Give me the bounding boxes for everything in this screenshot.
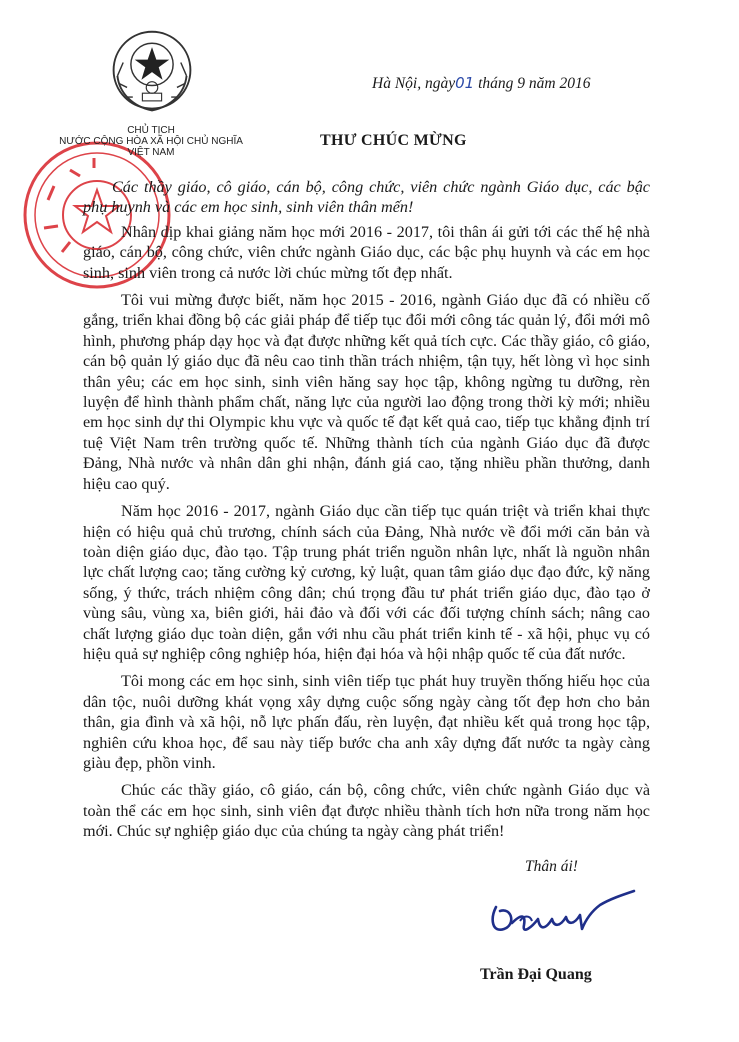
handwritten-signature <box>482 885 642 943</box>
letter-title: THƯ CHÚC MỪNG <box>320 132 467 149</box>
national-emblem-icon <box>104 26 200 122</box>
letter-date <box>372 74 590 93</box>
issuer-country-line1: NƯỚC CỘNG HÒA XÃ HỘI CHỦ NGHĨA <box>59 136 243 147</box>
paragraph-5: Chúc các thầy giáo, cô giáo, cán bộ, công chức, viên chức ngành Giáo dục và toàn thể các em học sinh, sinh viên đạt được nhiều thành tích hơn nữa trong năm học mới. Chúc sự nghiệp giáo dục của chúng ta ngày càng phát triển! <box>83 781 650 841</box>
paragraph-2: Tôi vui mừng được biết, năm học 2015 - 2016, ngành Giáo dục đã có nhiều cố gắng, triển khai đồng bộ các giải pháp để tiếp tục đổi mới công tác quản lý, đổi mới mô hình, phương pháp dạy học và đạt được những kết quả tích cực. Các thầy giáo, cô giáo, cán bộ quản lý giáo dục đã nêu cao tinh thần trách nhiệm, tận tụy, hết lòng vì học sinh thân yêu; các em học sinh, sinh viên hăng say học tập, không ngừng tu dưỡng, rèn luyện để hình thành phẩm chất, năng lực của người lao động trong thời kỳ mới; nhiều em học sinh dự thi Olympic khu vực và quốc tế đạt kết quả cao, tiếp tục khẳng định trí tuệ Việt Nam trên trường quốc tế. Những thành tích của ngành Giáo dục đã được Đảng, Nhà nước và nhân dân ghi nhận, đánh giá cao, tặng nhiều phần thưởng, danh hiệu cao quý. <box>83 291 650 493</box>
greeting: Các thầy giáo, cô giáo, cán bộ, công chức, viên chức ngành Giáo dục, các bậc phụ huynh và các em học sinh, sinh viên thân mến! <box>83 178 650 217</box>
date-prefix: Hà Nội, ngày <box>372 75 456 92</box>
closing-salutation: Thân ái! <box>525 858 578 875</box>
letter-body <box>83 177 650 849</box>
paragraph-1: Nhân dịp khai giảng năm học mới 2016 - 2017, tôi thân ái gửi tới các thế hệ nhà giáo, cán bộ, công chức, viên chức ngành Giáo dục, các bậc phụ huynh và các em học sinh, sinh viên trong cả nước lời chúc mừng tốt đẹp nhất. <box>83 222 650 282</box>
paragraph-4: Tôi mong các em học sinh, sinh viên tiếp tục phát huy truyền thống hiếu học của dân tộc, nuôi dưỡng khát vọng xây dựng cuộc sống ngày càng tốt đẹp hơn cho bản thân, gia đình và xã hội, nỗ lực phấn đấu, rèn luyện, đạt nhiều kết quả trong học tập, nghiên cứu khoa học, để sau này tiếp bước cha anh xây dựng đất nước ta ngày càng giàu đẹp, phồn vinh. <box>83 672 650 772</box>
date-day: 01 <box>455 74 475 92</box>
signer-name: Trần Đại Quang <box>480 966 592 983</box>
issuer-block <box>40 125 262 158</box>
issuer-country-line2: VIỆT NAM <box>127 147 175 158</box>
paragraph-3: Năm học 2016 - 2017, ngành Giáo dục cần tiếp tục quán triệt và triển khai thực hiện có hiệu quả chủ trương, chính sách của Đảng, Nhà nước về đổi mới căn bản và toàn diện giáo dục, đào tạo. Tập trung phát triển nguồn nhân lực, nhất là nguồn nhân lực chất lượng cao; tăng cường kỷ cương, kỷ luật, quan tâm giáo dục đạo đức, kỹ năng sống, ý thức, trách nhiệm công dân; chú trọng đầu tư phát triển giáo dục, đào tạo ở vùng sâu, vùng xa, biên giới, hải đảo và đối với các đối tượng chính sách; nâng cao chất lượng giáo dục toàn diện, gắn với nhu cầu phát triển kinh tế - xã hội, phục vụ có hiệu quả sự nghiệp công nghiệp hóa, hiện đại hóa và hội nhập quốc tế của đất nước. <box>83 502 650 663</box>
issuer-title: CHỦ TỊCH <box>127 125 175 136</box>
date-suffix: tháng 9 năm 2016 <box>474 75 591 92</box>
